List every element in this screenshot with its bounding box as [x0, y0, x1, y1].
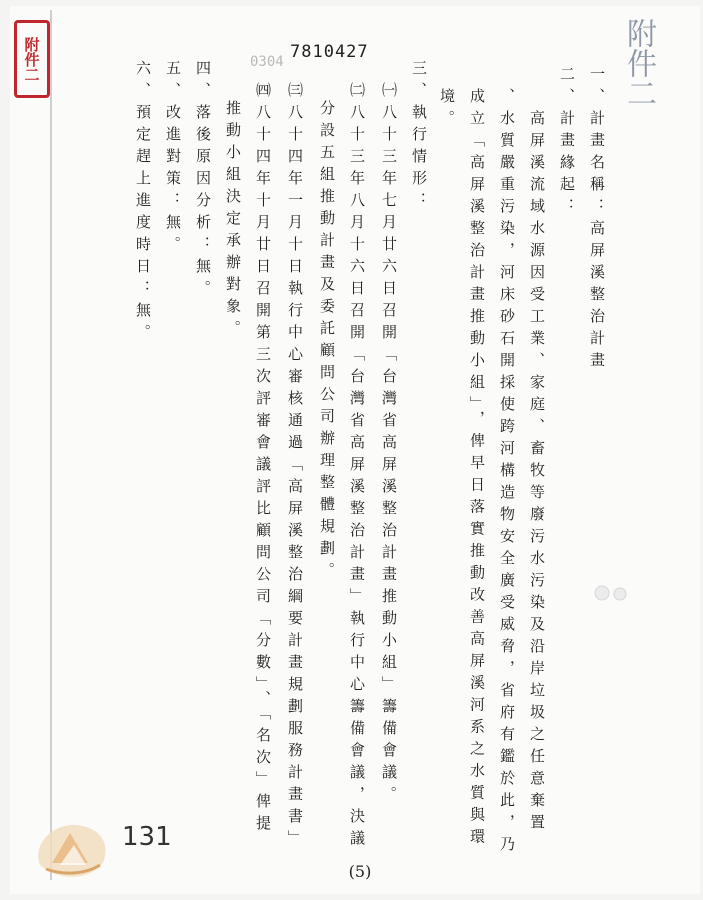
text-column: 境。	[438, 88, 456, 132]
page-number: (5)	[348, 862, 372, 881]
punch-holes	[592, 582, 632, 604]
text-column: 二、計畫緣起：	[558, 66, 576, 220]
handwritten-annotation: 附件二	[621, 18, 656, 108]
text-column: ㈡八十三年八月十六日召開「台灣省高屏溪整治計畫」執行中心籌備會議，決議	[348, 82, 366, 852]
text-column: ㈣八十四年十月廿日召開第三次評審會議評比顧問公司「分數」、「名次」俾提	[254, 82, 272, 837]
text-column: 、水質嚴重污染，河床砂石開採使跨河構造物安全廣受威脅，省府有鑑於此，乃	[498, 88, 516, 858]
text-column: 四、落後原因分析：無。	[194, 60, 212, 302]
stamp-label: 附件二	[22, 36, 41, 82]
faded-document-number: 0304	[250, 54, 284, 70]
text-column: 一、計畫名稱：高屏溪整治計畫	[588, 66, 606, 374]
text-column: ㈢八十四年一月十日執行中心審核通過「高屏溪整治綱要計畫規劃服務計畫書」	[286, 82, 304, 852]
binding-line	[50, 10, 52, 880]
text-column: ㈠八十三年七月廿六日召開「台灣省高屏溪整治計畫推動小組」籌備會議。	[380, 82, 398, 808]
handwritten-page-mark: 131	[122, 822, 172, 852]
attachment-stamp	[14, 20, 50, 98]
text-column: 五、改進對策：無。	[164, 60, 182, 258]
archive-logo-icon	[22, 805, 122, 890]
text-column: 六、預定趕上進度時日：無。	[134, 60, 152, 346]
text-column: 推動小組決定承辦對象。	[224, 100, 242, 342]
document-number: 7810427	[290, 42, 369, 62]
text-column: 高屏溪流域水源因受工業、家庭、畜牧等廢污水污染及沿岸垃圾之任意棄置	[528, 88, 546, 836]
text-column: 分設五組推動計畫及委託顧問公司辦理整體規劃。	[318, 100, 336, 584]
text-column: 成立「高屏溪整治計畫推動小組」，俾早日落實推動改善高屏溪河系之水質與環	[468, 88, 486, 851]
text-column: 三、執行情形：	[410, 60, 428, 214]
